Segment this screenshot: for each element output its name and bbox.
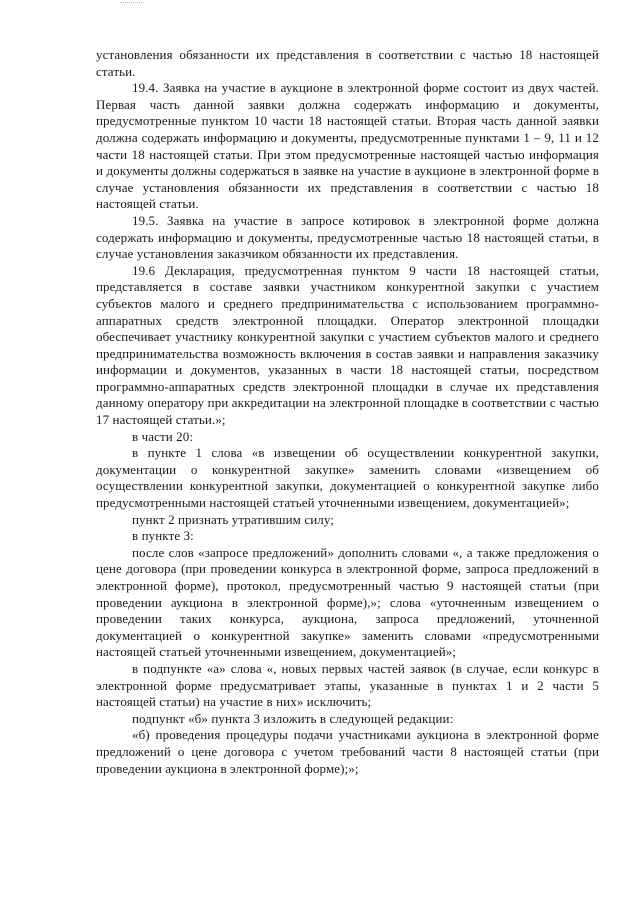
scan-artifact — [120, 2, 144, 6]
paragraph-point-1: в пункте 1 слова «в извещении об осуществлении конкурентной закупки, документации о конкурентной закупке» заменить словами «извещением об осуществлении конкурентной закупки, документацией о конкурентной закупке либо предусмотренными настоящей статьей уточненными извещением, документацией»; — [96, 445, 599, 511]
paragraph-after-words: после слов «запросе предложений» дополнить словами «, а также предложения о цене договора (при проведении конкурса в электронной форме, запроса предложений в электронной форме), протокол, предусмотренный частью 9 настоящей статьи (при проведении аукциона в электронной форме),»; слова «уточненным извещением о проведении таких конкурса, аукциона, запроса предложений, уточненной документацией о конкурентной закупке» заменить словами «предусмотренными настоящей статьей уточненными извещением, документацией»; — [96, 544, 599, 660]
paragraph-point-3: в пункте 3: — [132, 528, 194, 544]
paragraph-subpoint-b-text: «б) проведения процедуры подачи участниками аукциона в электронной форме предложений о цене договора с учетом требований части 8 настоящей статьи (при проведении аукциона в электронной форме);»; — [96, 727, 599, 776]
paragraph-19-4: 19.4. Заявка на участие в аукционе в электронной форме состоит из двух частей. Первая часть данной заявки должна содержать информацию и документы, предусмотренные пунктом 10 части 18 настоящей статьи. Вторая часть данной заявки должна содержать информацию и документы, предусмотренные пунктами 1 – 9, 11 и 12 части 18 настоящей статьи. При этом предусмотренные настоящей частью информация и документы должны содержаться в заявке на участие в аукционе в электронной форме в случае установления обязанности их представления в соответствии с частью 18 настоящей статьи. — [96, 80, 599, 212]
document-body — [96, 47, 599, 777]
paragraph-point-2: пункт 2 признать утратившим силу; — [132, 511, 334, 527]
paragraph-19-6: 19.6 Декларация, предусмотренная пунктом 9 части 18 настоящей статьи, представляется в составе заявки участником конкурентной закупки с участием субъектов малого и среднего предпринимательства с использованием программно-аппаратных средств электронной площадки. Оператор электронной площадки обеспечивает участнику конкурентной закупки с участием субъектов малого и среднего предпринимательства возможность включения в состав заявки и направления заказчику информации и документов, указанных в части 18 настоящей статьи, посредством программно-аппаратных средств электронной площадки в случае их представления данному оператору при аккредитации на электронной площадке в соответствии с частью 17 настоящей статьи.»; — [96, 262, 599, 428]
paragraph-part-20: в части 20: — [132, 428, 194, 444]
paragraph-subpoint-a: в подпункте «а» слова «, новых первых частей заявок (в случае, если конкурс в электронной форме предусматривает этапы, указанные в пунктах 1 и 2 части 5 настоящей статьи) на участие в них» исключить; — [96, 660, 599, 710]
paragraph-subpoint-b-intro: подпункт «б» пункта 3 изложить в следующей редакции: — [132, 710, 454, 726]
paragraph-continuation: установления обязанности их представления в соответствии с частью 18 настоящей статьи. — [96, 47, 599, 79]
paragraph-19-5: 19.5. Заявка на участие в запросе котировок в электронной форме должна содержать информацию и документы, предусмотренные частью 18 настоящей статьи, в случае установления заказчиком обязанности их представления. — [96, 212, 599, 262]
